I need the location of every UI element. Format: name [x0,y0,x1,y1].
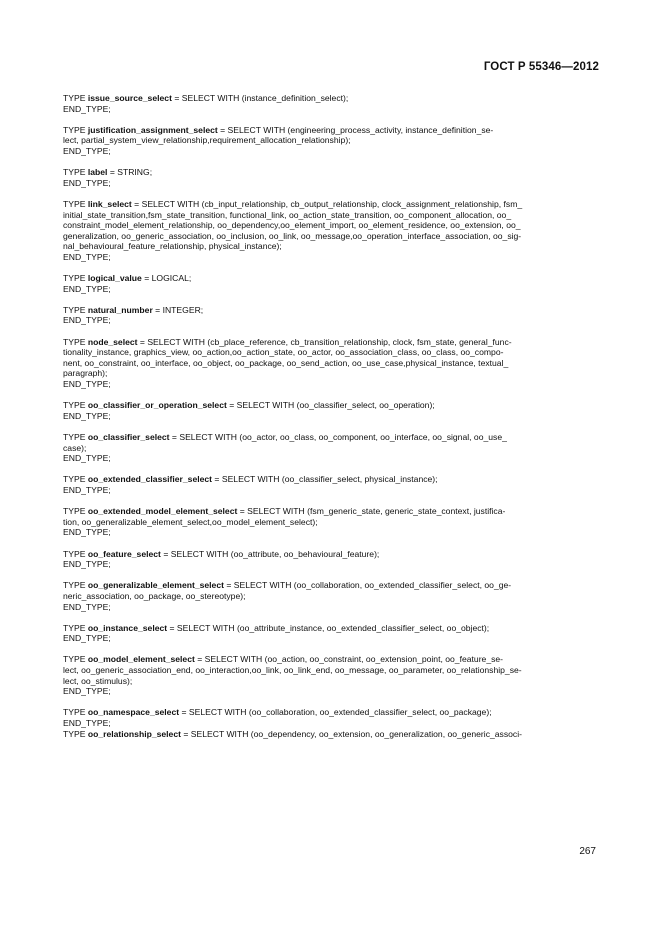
text-segment: lect, partial_system_view_relationship,requirement_allocation_relationship); [63,135,351,146]
text-line [63,347,600,358]
text-segment: TYPE [63,336,88,347]
type-name: link_select [87,198,132,209]
type-name: oo_feature_select [87,548,161,559]
type-definition-block [63,707,600,728]
type-definition-block [63,400,600,421]
text-segment: = SELECT WITH (oo_dependency, oo_extension, oo_generalization, oo_generic_associ- [180,728,522,739]
text-segment: TYPE [63,580,88,591]
text-segment: END_TYPE; [63,145,111,156]
type-definition-block [63,199,600,263]
page-number: 267 [579,846,596,857]
text-segment: TYPE [63,654,88,665]
text-segment: TYPE [63,167,88,178]
type-name: node_select [87,336,138,347]
text-segment: = SELECT WITH (oo_collaboration, oo_extended_classifier_select, oo_ge- [223,580,512,591]
text-line [63,676,600,687]
text-segment: = INTEGER; [152,304,204,315]
text-segment: END_TYPE; [63,315,111,326]
standard-header: ГОСТ Р 55346—2012 [483,61,599,73]
text-segment: TYPE [63,124,88,135]
text-line [63,453,600,464]
text-line [63,305,600,316]
type-definition-block [63,337,600,390]
type-definition-block [63,623,600,644]
text-segment: = SELECT WITH (oo_attribute_instance, oo_extended_classifier_select, oo_object); [167,622,490,633]
type-name: oo_generalizable_element_select [87,580,224,591]
text-line [63,400,600,411]
text-line [63,623,600,634]
text-line [63,633,600,644]
text-segment: TYPE [63,273,88,284]
text-segment: lect, oo_stimulus); [63,675,133,686]
text-line [63,506,600,517]
text-line [63,167,600,178]
text-line [63,549,600,560]
text-segment: tionality_instance, graphics_view, oo_action,oo_action_state, oo_actor, oo_association_class, oo_class, oo_compo- [63,347,504,358]
text-segment: = SELECT WITH (engineering_process_activity, instance_definition_se- [217,124,494,135]
text-line [63,220,600,231]
text-segment: END_TYPE; [63,559,111,570]
text-segment: = SELECT WITH (cb_place_reference, cb_transition_relationship, clock, fsm_state, general_func- [137,336,512,347]
text-line [63,358,600,369]
type-definition-block [63,432,600,464]
text-segment: END_TYPE; [63,177,111,188]
text-segment: END_TYPE; [63,283,111,294]
text-segment: TYPE [63,304,88,315]
type-definition-block [63,273,600,294]
text-line [63,104,600,115]
text-segment: END_TYPE; [63,379,111,390]
type-name: natural_number [87,304,153,315]
type-name: oo_classifier_select [87,432,170,442]
text-segment: END_TYPE; [63,527,111,538]
text-line [63,443,600,454]
text-segment: = SELECT WITH (instance_definition_select); [171,93,349,103]
type-definition-block [63,167,600,188]
type-name: justification_assignment_select [87,124,218,135]
text-segment: = SELECT WITH (oo_classifier_select, physical_instance); [212,474,438,485]
text-segment: = SELECT WITH (cb_input_relationship, cb_output_relationship, clock_assignment_relationship, fsm_ [131,198,523,209]
text-segment: = SELECT WITH (fsm_generic_state, generic_state_context, justifica- [237,506,506,517]
text-segment: = SELECT WITH (oo_collaboration, oo_extended_classifier_select, oo_package); [179,707,492,718]
text-line [63,368,600,379]
type-definition-block [63,729,600,740]
text-line [63,252,600,263]
type-definition-block [63,654,600,696]
text-segment: = SELECT WITH (oo_attribute, oo_behavioural_feature); [160,548,380,559]
text-segment: generalization, oo_generic_association, oo_inclusion, oo_link, oo_message,oo_operation_interface_association, oo_sig- [63,230,522,241]
text-line [63,559,600,570]
text-segment: neric_association, oo_package, oo_stereotype); [63,590,246,601]
type-definition-block [63,549,600,570]
text-line [63,686,600,697]
text-line [63,485,600,496]
type-definition-block [63,580,600,612]
text-line [63,199,600,210]
text-line [63,125,600,136]
text-line [63,665,600,676]
text-line [63,231,600,242]
text-segment: END_TYPE; [63,410,111,421]
text-segment: initial_state_transition,fsm_state_transition, functional_link, oo_action_state_transition, oo_component_allocation, oo_ [63,209,512,220]
text-segment: = SELECT WITH (oo_actor, oo_class, oo_component, oo_interface, oo_signal, oo_use_ [169,432,507,442]
text-segment: nal_behavioural_feature_relationship, physical_instance); [63,241,282,252]
text-line [63,517,600,528]
text-segment: tion, oo_generalizable_element_select,oo_model_element_select); [63,516,318,527]
text-segment: nent, oo_constraint, oo_interface, oo_object, oo_package, oo_send_action, oo_use_case,physical_instance, textual_ [63,357,509,368]
text-line [63,432,600,443]
type-name: oo_namespace_select [87,707,180,718]
text-line [63,178,600,189]
text-line [63,474,600,485]
text-line [63,284,600,295]
text-segment: TYPE [63,622,88,633]
text-segment: paragraph); [63,368,108,379]
type-definition-block [63,506,600,538]
type-name: oo_extended_model_element_select [87,506,238,517]
type-name: label [87,167,108,178]
text-segment: = STRING; [107,167,153,178]
text-line [63,718,600,729]
text-segment: TYPE [63,93,88,103]
type-name: oo_classifier_or_operation_select [87,400,227,411]
text-segment: END_TYPE; [63,686,111,697]
document-body [63,93,600,750]
text-line [63,337,600,348]
text-segment: TYPE [63,707,88,718]
text-line [63,602,600,613]
text-segment: = SELECT WITH (oo_classifier_select, oo_operation); [226,400,435,411]
text-segment: TYPE [63,198,88,209]
type-definition-block [63,125,600,157]
text-segment: TYPE [63,400,88,411]
text-line [63,580,600,591]
text-segment: END_TYPE; [63,251,111,262]
text-line [63,729,600,740]
type-name: issue_source_select [87,93,172,103]
text-segment: TYPE [63,728,88,739]
text-line [63,93,600,104]
type-name: oo_extended_classifier_select [87,474,213,485]
type-definition-block [63,305,600,326]
type-name: logical_value [87,273,142,284]
text-segment: TYPE [63,506,88,517]
text-line [63,315,600,326]
text-line [63,273,600,284]
text-segment: = SELECT WITH (oo_action, oo_constraint, oo_extension_point, oo_feature_se- [194,654,504,665]
text-line [63,411,600,422]
text-segment: END_TYPE; [63,484,111,495]
text-line [63,241,600,252]
type-definition-block [63,93,600,114]
text-line [63,527,600,538]
type-name: oo_model_element_select [87,654,195,665]
type-name: oo_relationship_select [87,728,181,739]
text-line [63,591,600,602]
text-segment: TYPE [63,432,88,442]
text-segment: END_TYPE; [63,633,111,644]
type-name: oo_instance_select [87,622,168,633]
text-segment: TYPE [63,548,88,559]
text-segment: = LOGICAL; [141,273,192,284]
text-line [63,654,600,665]
text-line [63,146,600,157]
type-definition-block [63,474,600,495]
text-segment: constraint_model_element_relationship, oo_dependency,oo_element_import, oo_element_residence, oo_extension, oo_ [63,220,521,231]
text-segment: lect, oo_generic_association_end, oo_interaction,oo_link, oo_link_end, oo_message, oo_parameter, oo_relationship_se- [63,665,522,676]
text-line [63,135,600,146]
text-line [63,210,600,221]
text-segment: END_TYPE; [63,718,111,729]
text-segment: TYPE [63,474,88,485]
text-line [63,379,600,390]
text-segment: END_TYPE; [63,103,111,114]
text-segment: END_TYPE; [63,601,111,612]
text-line [63,707,600,718]
text-segment: case); [63,442,87,453]
text-segment: END_TYPE; [63,453,111,464]
